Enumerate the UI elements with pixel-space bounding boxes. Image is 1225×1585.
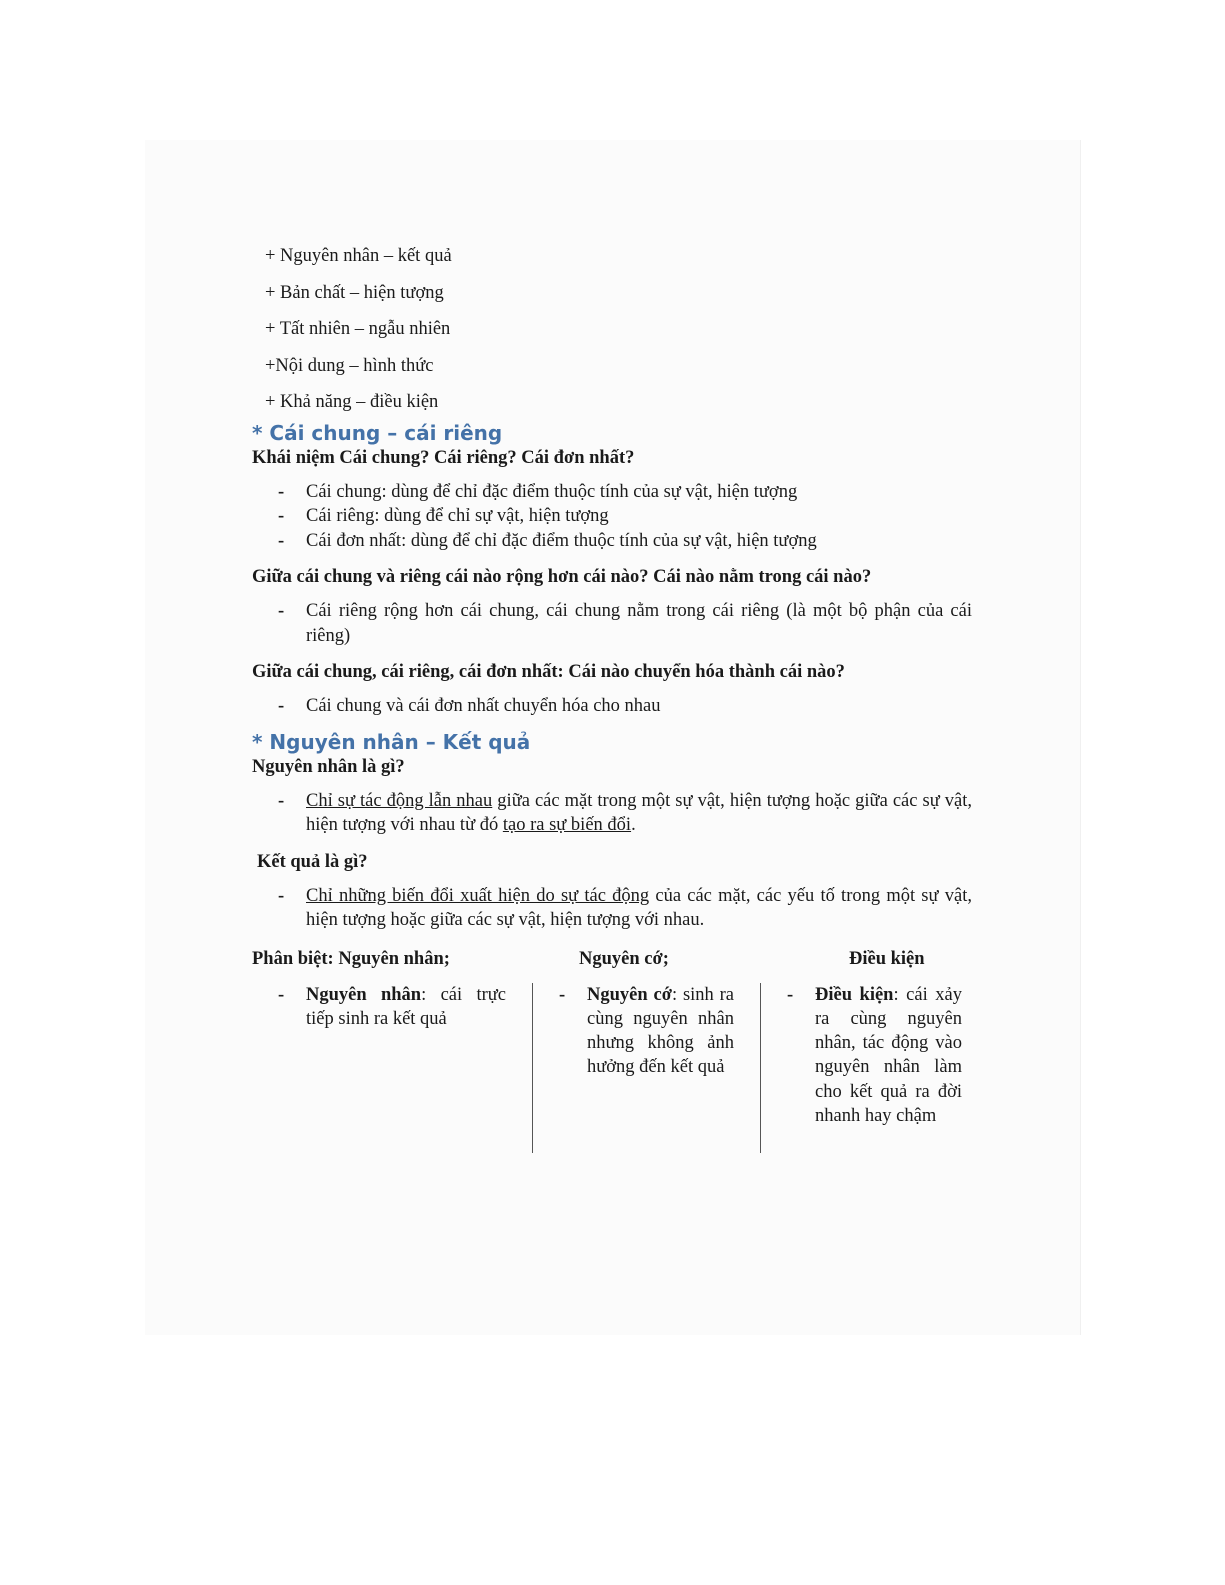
column-cause	[252, 983, 533, 1153]
list-item: - Cái riêng: dùng để chỉ sự vật, hiện tượng	[252, 504, 972, 529]
list-item: - Cái đơn nhất: dùng để chỉ đặc điểm thuộc tính của sự vật, hiện tượng	[252, 529, 972, 554]
broader-list	[252, 599, 972, 648]
question-concept: Khái niệm Cái chung? Cái riêng? Cái đơn nhất?	[252, 447, 635, 468]
document-content	[252, 245, 972, 1153]
list-item	[252, 884, 972, 933]
distinguish-columns	[252, 983, 972, 1153]
term: Nguyên nhân	[306, 984, 422, 1005]
section-heading-general-particular: * Cái chung – cái riêng	[252, 420, 503, 445]
list-item: + Nguyên nhân – kết quả	[265, 246, 452, 266]
distinguish-pretext: Nguyên cớ;	[579, 948, 669, 969]
underlined-text: tạo ra sự biến đổi	[502, 815, 632, 835]
definition: cái trực tiếp sinh ra kết quả	[306, 984, 506, 1029]
term: Nguyên cớ	[587, 984, 672, 1005]
colon: :	[421, 984, 427, 1005]
effect-list	[252, 884, 972, 933]
question-transform: Giữa cái chung, cái riêng, cái đơn nhất: Cái nào chuyển hóa thành cái nào?	[252, 662, 845, 682]
question-cause: Nguyên nhân là gì?	[252, 756, 405, 777]
body-text: giữa các mặt trong một sự vật, hiện tượng hoặc giữa các sự vật, hiện tượng với nhau từ đó	[306, 790, 972, 835]
list-item: + Khả năng – điều kiện	[265, 392, 439, 412]
colon: :	[893, 984, 899, 1005]
list-item: + Bản chất – hiện tượng	[265, 282, 444, 303]
cause-list	[252, 789, 972, 838]
distinguish-condition: Điều kiện	[849, 948, 925, 969]
list-item: - Cái chung: dùng để chỉ đặc điểm thuộc tính của sự vật, hiện tượng	[252, 480, 972, 505]
distinguish-header	[252, 947, 972, 971]
underlined-text: Chỉ những biến đổi xuất hiện do sự tác động	[306, 885, 650, 906]
concept-list	[252, 480, 972, 554]
column-condition	[761, 983, 962, 1153]
body-text: .	[631, 815, 636, 835]
categories-list	[252, 245, 972, 413]
section-heading-cause-effect: * Nguyên nhân – Kết quả	[252, 729, 531, 754]
list-item: - Cái chung và cái đơn nhất chuyển hóa cho nhau	[252, 694, 972, 719]
column-pretext	[533, 983, 761, 1153]
term: Điều kiện	[815, 984, 894, 1005]
definition: cái xảy ra cùng nguyên nhân, tác động vào nguyên nhân làm cho kết quả ra đời nhanh hay chậm	[815, 984, 962, 1126]
distinguish-cause: Phân biệt: Nguyên nhân;	[252, 948, 450, 969]
body-text: của các mặt, các yếu tố trong một sự vật, hiện tượng hoặc giữa các sự vật, hiện tượng với nhau.	[306, 885, 972, 930]
list-item: +Nội dung – hình thức	[265, 355, 434, 376]
dash-mark: -	[787, 984, 794, 1005]
colon: :	[671, 984, 678, 1005]
dash-mark: -	[278, 984, 285, 1005]
list-item: - Cái riêng rộng hơn cái chung, cái chung nằm trong cái riêng (là một bộ phận của cái riêng)	[252, 599, 972, 648]
list-item: + Tất nhiên – ngẫu nhiên	[265, 319, 451, 339]
list-item	[252, 789, 972, 838]
underlined-text: Chỉ sự tác động lẫn nhau	[306, 790, 493, 811]
transform-list	[252, 694, 972, 719]
dash-mark: -	[559, 984, 566, 1005]
definition: sinh ra cùng nguyên nhân nhưng không ảnh hưởng đến kết quả	[587, 984, 734, 1078]
question-broader: Giữa cái chung và riêng cái nào rộng hơn cái nào? Cái nào nằm trong cái nào?	[252, 567, 872, 587]
question-effect: Kết quả là gì?	[257, 851, 368, 872]
